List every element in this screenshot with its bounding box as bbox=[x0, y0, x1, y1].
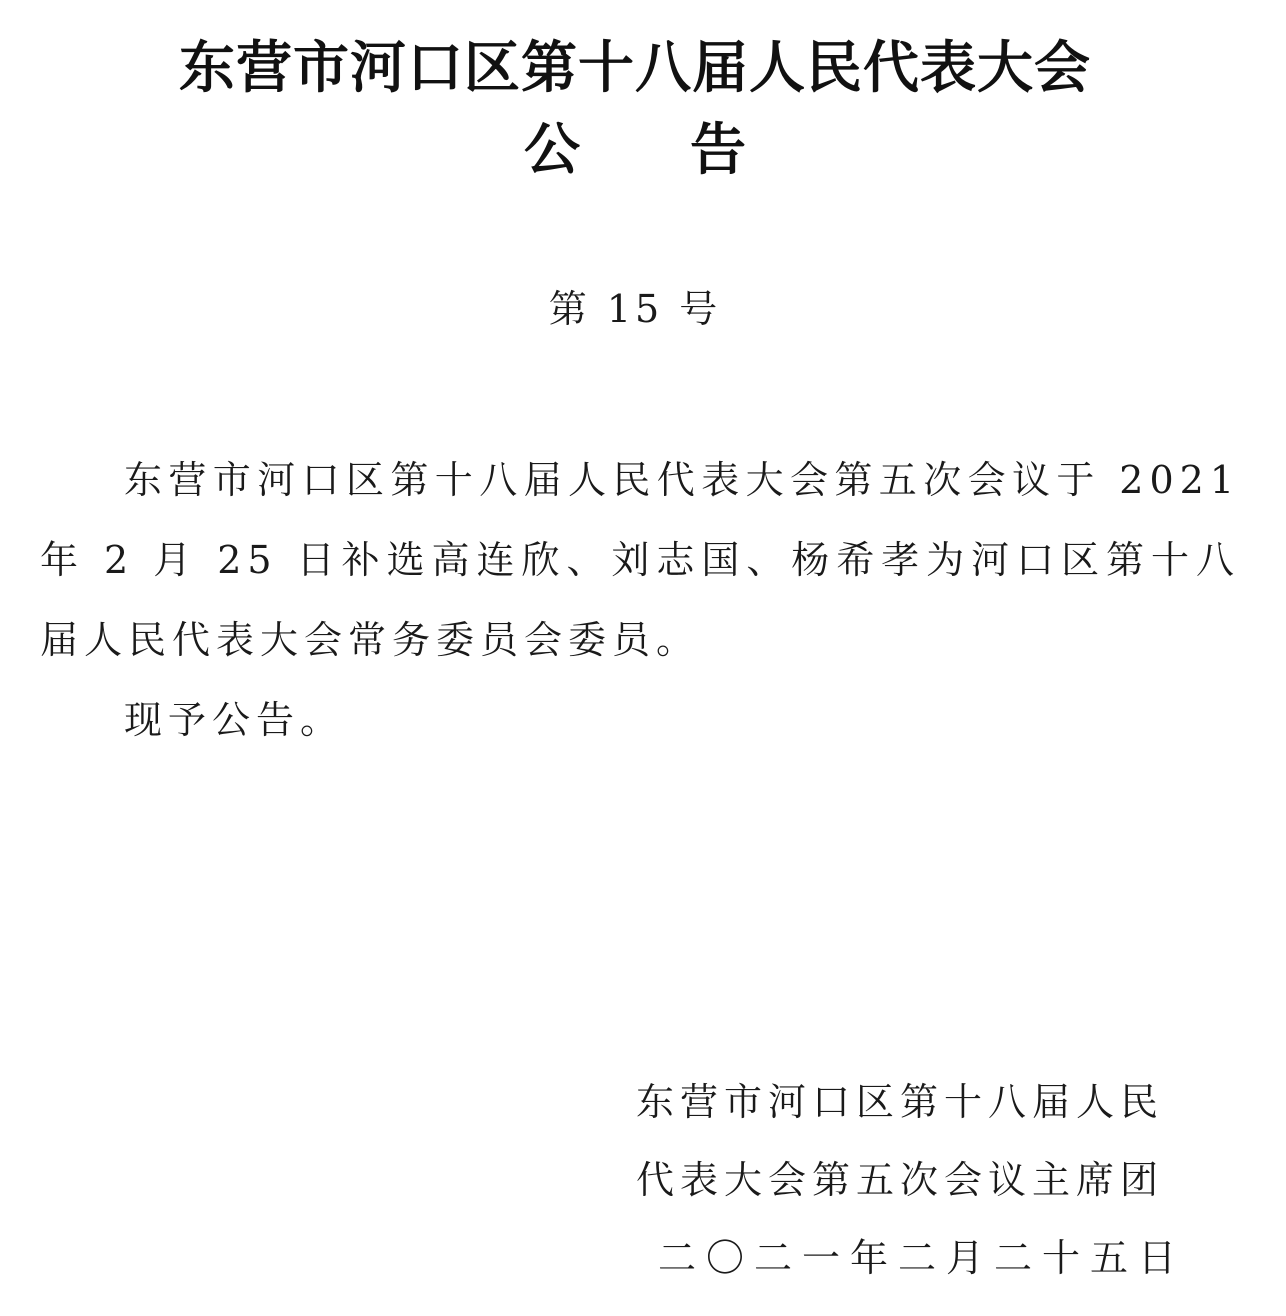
signature-issuer-line1: 东营市河口区第十八届人民 bbox=[636, 1080, 1165, 1124]
body-paragraph: 现予公告。 bbox=[124, 698, 345, 742]
signature-issuer-line2: 代表大会第五次会议主席团 bbox=[636, 1158, 1165, 1202]
body-paragraph: 东营市河口区第十八届人民代表大会第五次会议于 2021 年 2 月 25 日补选高连欣、刘志国、杨希孝为河口区第十八届人民代表大会常务委员会委员。 bbox=[40, 458, 1240, 662]
document-subtitle: 公告 bbox=[524, 118, 856, 183]
document-number: 第 15 号 bbox=[548, 287, 722, 331]
document-title: 东营市河口区第十八届人民代表大会 bbox=[179, 36, 1091, 101]
signature-block bbox=[636, 1063, 1187, 1297]
signature-date: 二〇二一年二月二十五日 bbox=[658, 1236, 1187, 1280]
document-body bbox=[40, 440, 1240, 760]
